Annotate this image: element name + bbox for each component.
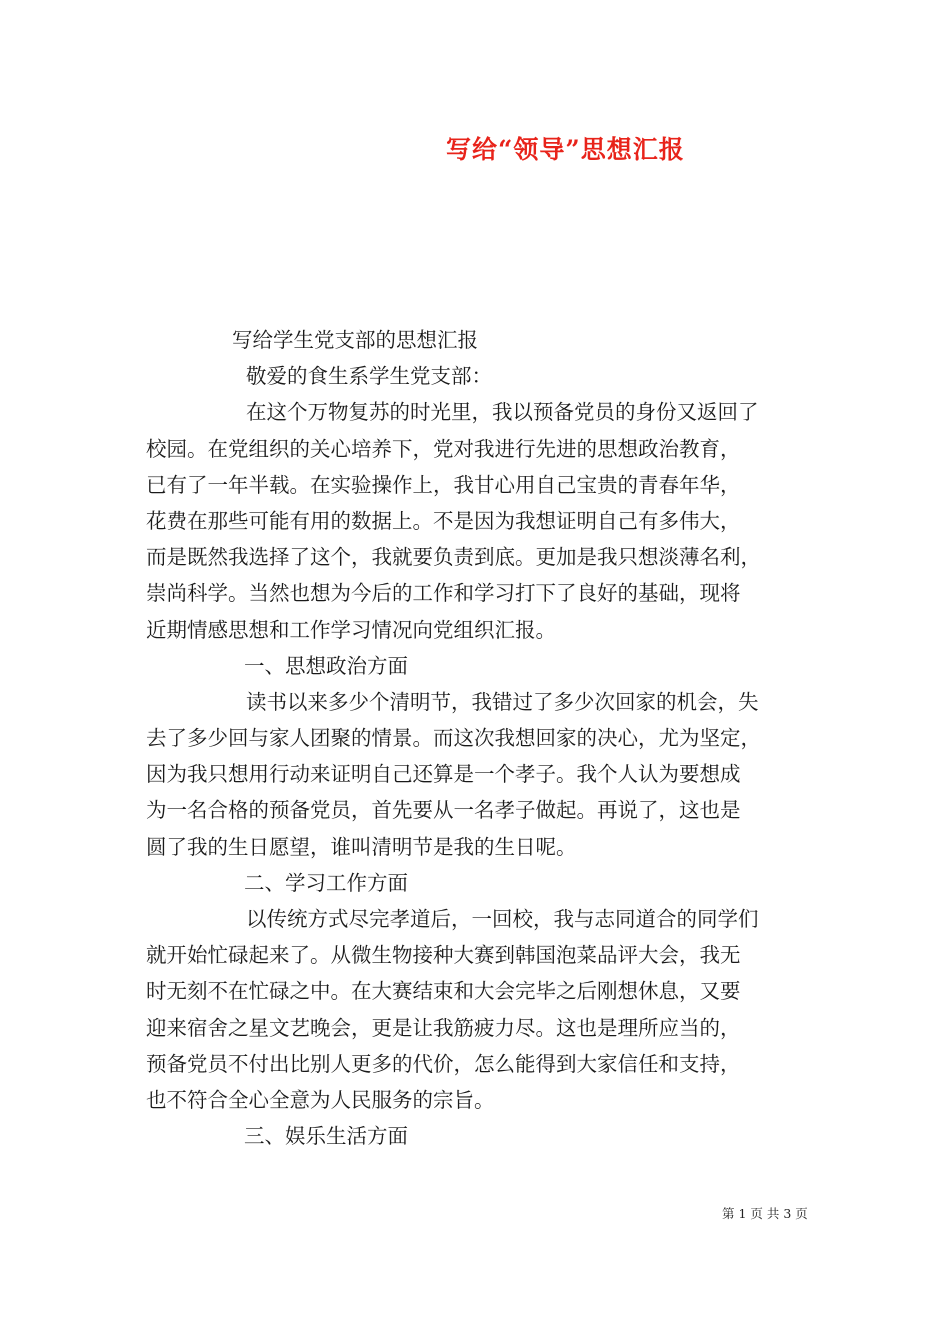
paragraph-line: 预备党员不付出比别人更多的代价，怎么能得到大家信任和支持， bbox=[146, 1051, 741, 1076]
section-heading: 一、思想政治方面 bbox=[244, 653, 408, 678]
paragraph-line: 读书以来多少个清明节，我错过了多少次回家的机会，失 bbox=[246, 689, 759, 714]
paragraph-line: 近期情感思想和工作学习情况向党组织汇报。 bbox=[146, 617, 556, 642]
document-body bbox=[146, 322, 808, 1154]
paragraph-line: 而是既然我选择了这个，我就要负责到底。更加是我只想淡薄名利， bbox=[146, 545, 761, 570]
paragraph-line: 在这个万物复苏的时光里，我以预备党员的身份又返回了 bbox=[246, 400, 759, 425]
paragraph-line: 迎来宿舍之星文艺晚会，更是让我筋疲力尽。这也是理所应当的， bbox=[146, 1015, 741, 1040]
paragraph-line: 为一名合格的预备党员，首先要从一名孝子做起。再说了，这也是 bbox=[146, 798, 741, 823]
paragraph-line: 因为我只想用行动来证明自己还算是一个孝子。我个人认为要想成 bbox=[146, 762, 741, 787]
report-heading: 写给学生党支部的思想汇报 bbox=[232, 328, 478, 352]
section-heading: 二、学习工作方面 bbox=[244, 870, 408, 895]
document-title: 写给“领导”思想汇报 bbox=[446, 135, 685, 164]
paragraph-line: 去了多少回与家人团聚的情景。而这次我想回家的决心，尤为坚定， bbox=[146, 726, 761, 751]
section-heading: 三、娱乐生活方面 bbox=[244, 1124, 408, 1149]
paragraph-line: 花费在那些可能有用的数据上。不是因为我想证明自己有多伟大， bbox=[146, 508, 741, 533]
paragraph-line: 也不符合全心全意为人民服务的宗旨。 bbox=[146, 1087, 495, 1112]
paragraph-line: 校园。在党组织的关心培养下，党对我进行先进的思想政治教育， bbox=[146, 436, 741, 461]
paragraph-line: 时无刻不在忙碌之中。在大赛结束和大会完毕之后刚想休息，又要 bbox=[146, 979, 741, 1004]
paragraph-line: 圆了我的生日愿望，谁叫清明节是我的生日呢。 bbox=[146, 834, 577, 859]
paragraph-line: 已有了一年半载。在实验操作上，我甘心用自己宝贵的青春年华， bbox=[146, 472, 741, 497]
salutation: 敬爱的食生系学生党支部： bbox=[246, 364, 492, 389]
paragraph-line: 崇尚科学。当然也想为今后的工作和学习打下了良好的基础，现将 bbox=[146, 581, 741, 606]
page-number: 第 1 页 共 3 页 bbox=[722, 1206, 808, 1221]
paragraph-line: 以传统方式尽完孝道后，一回校，我与志同道合的同学们 bbox=[246, 907, 759, 931]
paragraph-line: 就开始忙碌起来了。从微生物接种大赛到韩国泡菜品评大会，我无 bbox=[146, 943, 741, 968]
